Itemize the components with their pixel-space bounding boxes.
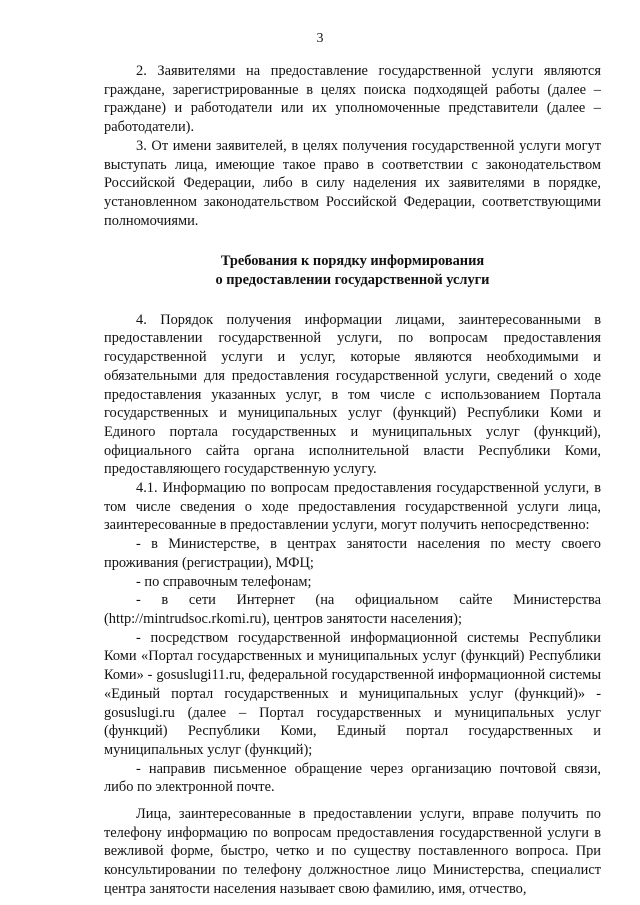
list-item-mail: - направив письменное обращение через организацию почтовой связи, либо по электронной почте. (104, 760, 601, 796)
paragraph-phone-consulting: Лица, заинтересованные в предоставлении услуги, вправе получить по телефону информацию по вопросам предоставления государственной услуги в вежливой форме, быстро, четко и по существу поставленного вопроса. При консультировании по телефону должностное лицо Министерства, специалист центра занятости населения называет свою фамилию, имя, отчество, (104, 806, 601, 897)
list-item-ministry: - в Министерстве, в центрах занятости населения по месту своего проживания (регистрации), МФЦ; (104, 536, 601, 571)
paragraph-info-sources: 4.1. Информацию по вопросам предоставления государственной услуги, в том числе сведения о ходе предоставления государственной услуги лица, заинтересованные в предоставлении услуги, могут получить непосредственно: (104, 480, 601, 534)
paragraph-info-procedure: 4. Порядок получения информации лицами, заинтересованными в предоставлении государственной услуги, по вопросам предоставления государственной услуги и услуг, которые являются необходимыми и обязательными для предоставления государственной услуги, сведений о ходе предоставления указанных услуг, в том числе с использованием Портала государственных и муниципальных услуг (функций) Республики Коми и Единого портала государственных и муниципальных услуг (функций), официального сайта органа исполнительной власти Республики Коми, предоставляющего государственную услугу. (104, 311, 601, 478)
page-number: 3 (316, 31, 324, 46)
section-heading-line-1: Требования к порядку информирования (220, 253, 485, 270)
document-body (104, 62, 601, 899)
paragraph-applicants: 2. Заявителями на предоставление государственной услуги являются граждане, зарегистрированные в целях поиска подходящей работы (далее – граждане) и работодатели или их уполномоченные представители (далее – работодатели). (104, 63, 601, 136)
section-heading-line-2: о предоставлении государственной услуги (215, 272, 490, 289)
paragraph-representatives: 3. От имени заявителей, в целях получения государственной услуги могут выступать лица, имеющие такое право в соответствии с законодательством Российской Федерации, либо в силу наделения их заявителями в порядке, установленном законодательством Российской Федерации, соответствующими полномочиями. (104, 137, 601, 229)
section-heading (104, 252, 601, 289)
list-item-portal: - посредством государственной информационной системы Республики Коми «Портал государственных и муниципальных услуг (функций) Республики Коми» - gosuslugi11.ru, федеральной государственной информационной системы «Единый портал государственных и муниципальных услуг (функций)» - gosuslugi.ru (далее – Портал государственных и муниципальных услуг (функций) Республики Коми, Единый портал государственных и муниципальных услуг (функций); (104, 629, 601, 758)
list-item-phone: - по справочным телефонам; (136, 573, 312, 590)
list-item-internet: - в сети Интернет (на официальном сайте Министерства (http://mintrudsoc.rkomi.ru), центров занятости населения); (104, 592, 601, 627)
